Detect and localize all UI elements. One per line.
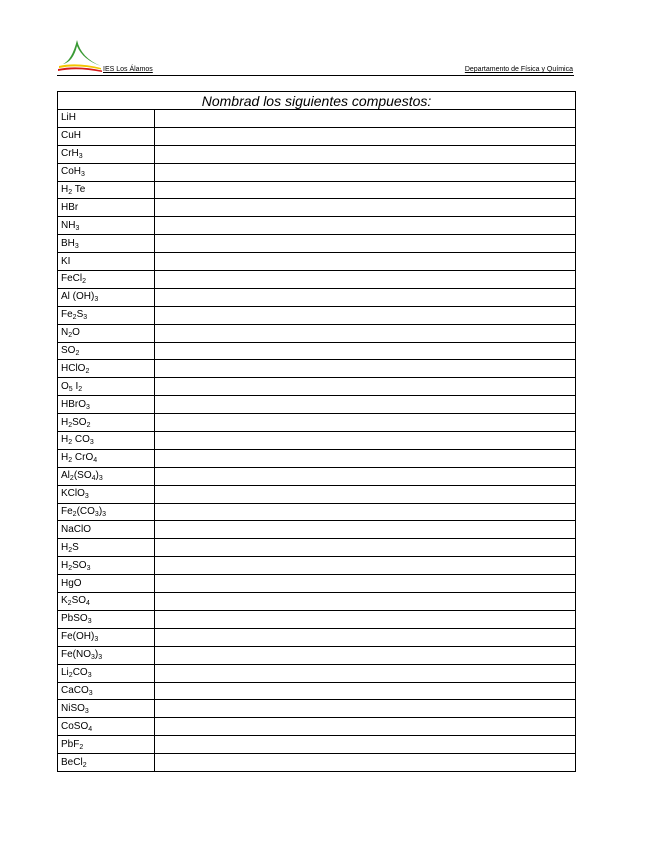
compound-formula: LiH [58, 110, 155, 128]
table-row [58, 360, 576, 378]
compound-formula: KClO$_3$ [58, 485, 155, 503]
compound-formula: KI [58, 253, 155, 271]
answer-cell[interactable] [155, 682, 576, 700]
compound-formula: CoH$_3$ [58, 163, 155, 181]
table-row [58, 181, 576, 199]
answer-cell[interactable] [155, 199, 576, 217]
compound-formula: $Fe_2S_3$ [58, 306, 155, 324]
compound-formula: $K_2SO_4$ [58, 593, 155, 611]
answer-cell[interactable] [155, 557, 576, 575]
table-row [58, 736, 576, 754]
answer-cell[interactable] [155, 342, 576, 360]
compound-formula: $H_2SO_3$ [58, 557, 155, 575]
table-row [58, 253, 576, 271]
department-name: Departamento de Física y Química [464, 66, 573, 73]
answer-cell[interactable] [155, 449, 576, 467]
compound-formula: CaCO$_3$ [58, 682, 155, 700]
table-row [58, 593, 576, 611]
answer-cell[interactable] [155, 521, 576, 539]
answer-cell[interactable] [155, 163, 576, 181]
compound-formula: $Fe(NO_3)_3$ [58, 646, 155, 664]
table-row [58, 467, 576, 485]
answer-cell[interactable] [155, 288, 576, 306]
compound-formula: HBrO$_3$ [58, 396, 155, 414]
table-row [58, 145, 576, 163]
table-row [58, 700, 576, 718]
answer-cell[interactable] [155, 110, 576, 128]
compound-formula: HBr [58, 199, 155, 217]
compound-formula: CuH [58, 127, 155, 145]
compound-formula: NaClO [58, 521, 155, 539]
compound-formula: $NH_3$ [58, 217, 155, 235]
table-row [58, 288, 576, 306]
compound-formula: HgO [58, 575, 155, 593]
compound-formula: $H_2S$ [58, 539, 155, 557]
compound-formula: HClO$_2$ [58, 360, 155, 378]
answer-cell[interactable] [155, 754, 576, 772]
table-row [58, 199, 576, 217]
compounds-table [57, 91, 576, 772]
compound-formula: $N_2O$ [58, 324, 155, 342]
compound-formula: $BH_3$ [58, 235, 155, 253]
table-row [58, 557, 576, 575]
answer-cell[interactable] [155, 181, 576, 199]
compound-formula: $Li_2CO_3$ [58, 664, 155, 682]
table-row [58, 503, 576, 521]
answer-cell[interactable] [155, 217, 576, 235]
worksheet-title: Nombrad los siguientes compuestos: [58, 92, 576, 110]
compound-formula: $Fe_2(CO_3)_3$ [58, 503, 155, 521]
compound-formula: BeCl$_2$ [58, 754, 155, 772]
answer-cell[interactable] [155, 253, 576, 271]
answer-cell[interactable] [155, 736, 576, 754]
table-row [58, 342, 576, 360]
answer-cell[interactable] [155, 646, 576, 664]
compound-formula: CoSO$_4$ [58, 718, 155, 736]
table-row [58, 646, 576, 664]
table-row [58, 718, 576, 736]
table-row [58, 414, 576, 432]
table-row [58, 432, 576, 450]
answer-cell[interactable] [155, 718, 576, 736]
answer-cell[interactable] [155, 414, 576, 432]
table-row [58, 449, 576, 467]
answer-cell[interactable] [155, 610, 576, 628]
compound-formula: PbF$_2$ [58, 736, 155, 754]
compound-formula: $H_2$ CrO$_4$ [58, 449, 155, 467]
answer-cell[interactable] [155, 628, 576, 646]
school-name: IES Los Álamos [103, 66, 153, 73]
answer-cell[interactable] [155, 664, 576, 682]
table-row [58, 485, 576, 503]
table-row [58, 396, 576, 414]
answer-cell[interactable] [155, 360, 576, 378]
table-row [58, 575, 576, 593]
answer-cell[interactable] [155, 432, 576, 450]
table-row [58, 217, 576, 235]
table-row [58, 664, 576, 682]
table-row [58, 521, 576, 539]
answer-cell[interactable] [155, 539, 576, 557]
compound-formula: $SO_2$ [58, 342, 155, 360]
compound-formula: $Fe(OH)_3$ [58, 628, 155, 646]
table-row [58, 127, 576, 145]
table-row [58, 271, 576, 289]
compound-formula: Al $(OH)_3$ [58, 288, 155, 306]
compound-formula: FeCl$_2$ [58, 271, 155, 289]
answer-cell[interactable] [155, 503, 576, 521]
compound-formula: $H_2$ $CO_3$ [58, 432, 155, 450]
compound-formula: NiSO$_3$ [58, 700, 155, 718]
table-row [58, 682, 576, 700]
answer-cell[interactable] [155, 271, 576, 289]
header-divider [57, 75, 574, 76]
table-row [58, 610, 576, 628]
answer-cell[interactable] [155, 306, 576, 324]
table-row [58, 306, 576, 324]
answer-cell[interactable] [155, 324, 576, 342]
answer-cell[interactable] [155, 575, 576, 593]
logo-green-arc [63, 40, 101, 66]
answer-cell[interactable] [155, 593, 576, 611]
answer-cell[interactable] [155, 396, 576, 414]
table-row [58, 539, 576, 557]
answer-cell[interactable] [155, 700, 576, 718]
compound-formula: $O_5$ $I_2$ [58, 378, 155, 396]
table-row [58, 378, 576, 396]
answer-cell[interactable] [155, 235, 576, 253]
title-row [58, 92, 576, 110]
compound-formula: CrH$_3$ [58, 145, 155, 163]
answer-cell[interactable] [155, 378, 576, 396]
compound-formula: $H_2$ Te [58, 181, 155, 199]
compound-formula: $Al_2(SO_4)_3$ [58, 467, 155, 485]
table-row [58, 235, 576, 253]
compound-formula: PbSO$_3$ [58, 610, 155, 628]
table-row [58, 324, 576, 342]
answer-cell[interactable] [155, 485, 576, 503]
table-row [58, 628, 576, 646]
compound-formula: $H_2SO_2$ [58, 414, 155, 432]
table-row [58, 110, 576, 128]
answer-cell[interactable] [155, 127, 576, 145]
answer-cell[interactable] [155, 467, 576, 485]
table-row [58, 754, 576, 772]
school-logo [57, 38, 103, 74]
answer-cell[interactable] [155, 145, 576, 163]
table-row [58, 163, 576, 181]
